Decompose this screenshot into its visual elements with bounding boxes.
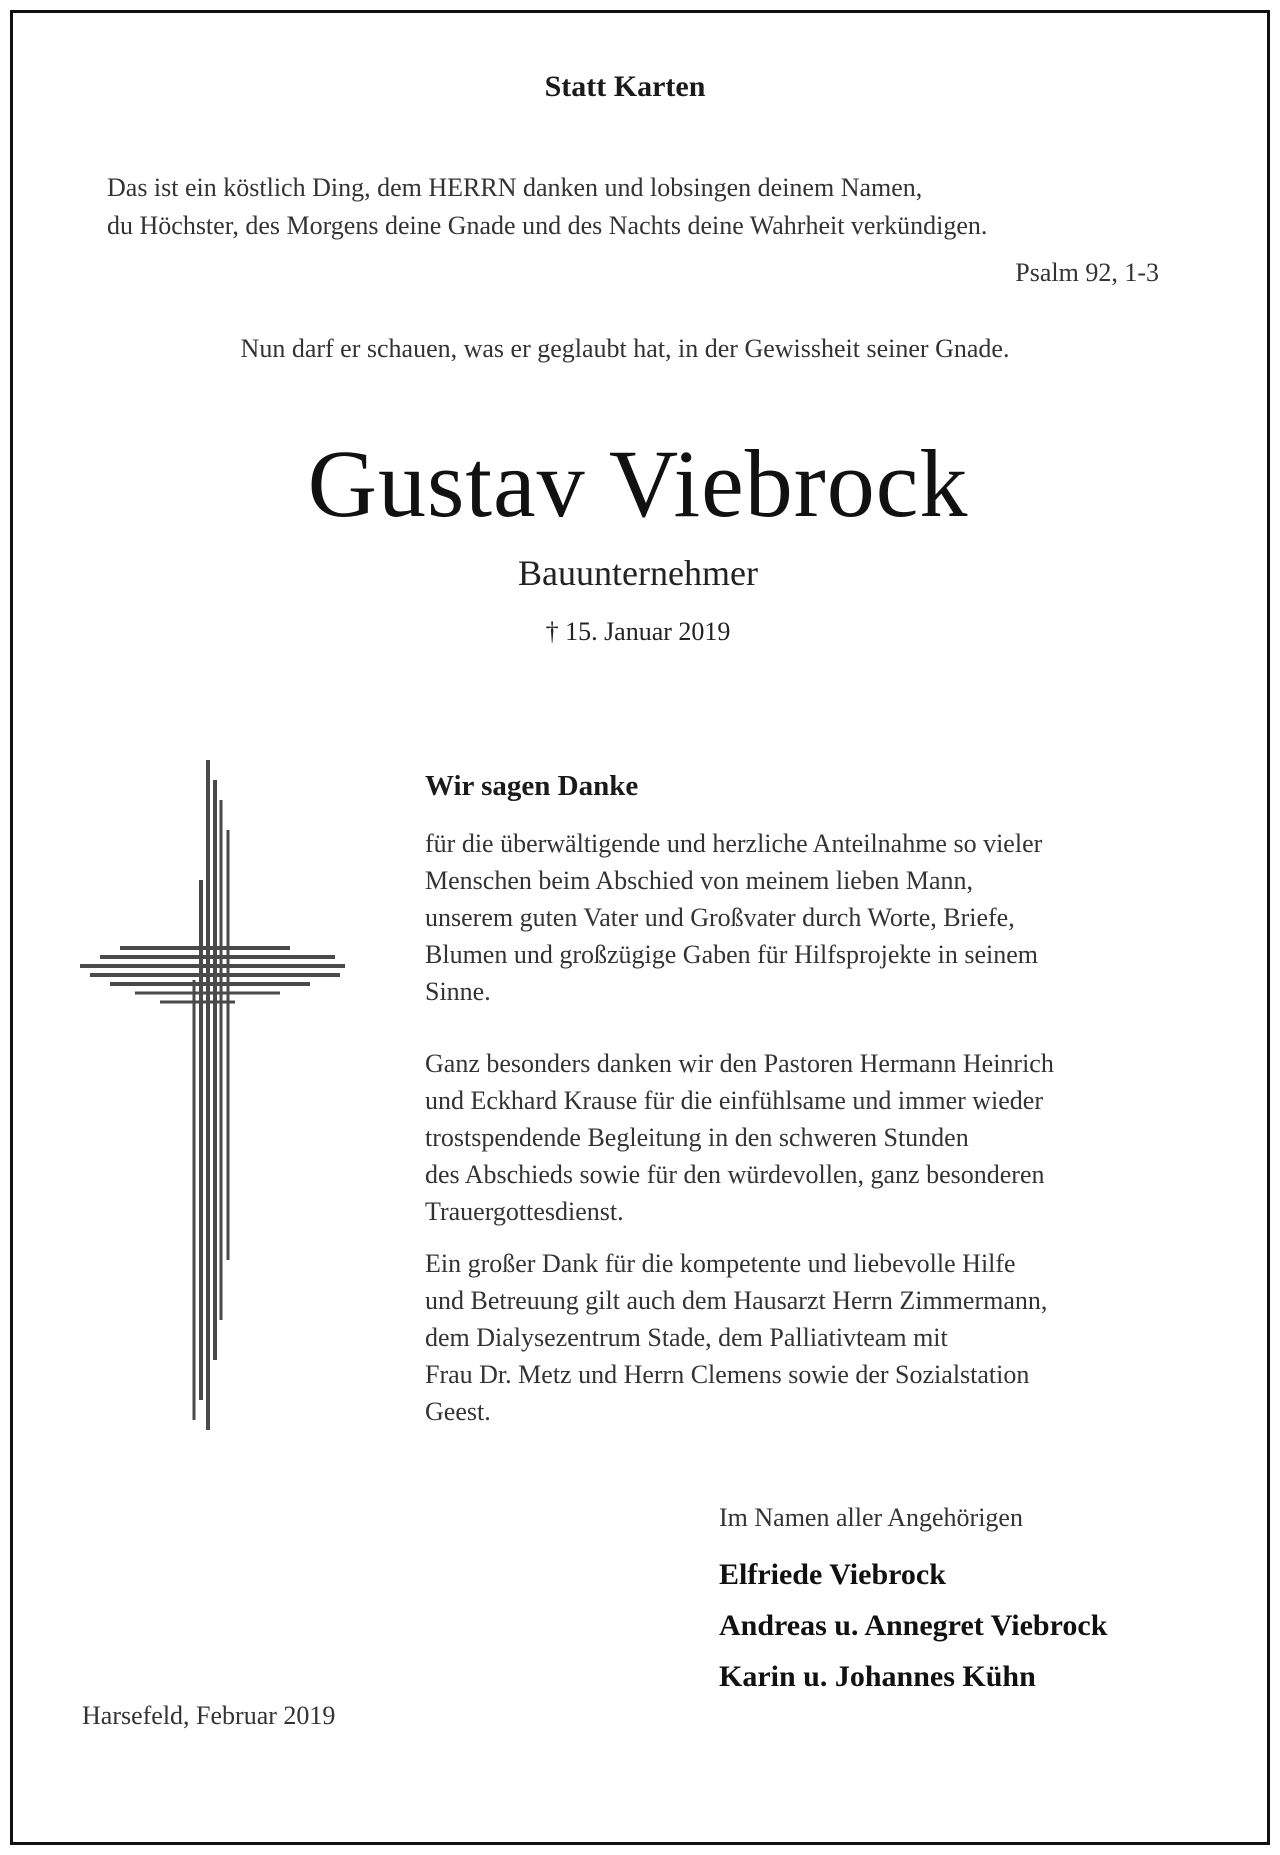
deceased-name: Gustav Viebrock (307, 430, 969, 537)
signature-name: Karin u. Johannes Kühn (719, 1660, 1036, 1693)
thanks-paragraph-2 (425, 1045, 1054, 1230)
signature-name: Andreas u. Annegret Viebrock (719, 1609, 1108, 1642)
signature-name: Elfriede Viebrock (719, 1558, 946, 1591)
thanks-p2-line: und Eckhard Krause für die einfühlsame und immer wieder (425, 1086, 1044, 1115)
verse-line-1: Das ist ein köstlich Ding, dem HERRN danken und lobsingen deinem Namen, (107, 173, 923, 202)
thanks-heading: Wir sagen Danke (425, 770, 639, 802)
thanks-p2-line: Trauergottesdienst. (425, 1197, 624, 1226)
thanks-p2-line: Ganz besonders danken wir den Pastoren Hermann Heinrich (425, 1049, 1054, 1078)
thanks-p1-line: Menschen beim Abschied von meinem lieben Mann, (425, 866, 974, 895)
thanks-p2-line: des Abschieds sowie für den würdevollen, ganz besonderen (425, 1160, 1045, 1189)
faith-line: Nun darf er schauen, was er geglaubt hat, in der Gewissheit seiner Gnade. (240, 334, 1010, 363)
verse-line-2: du Höchster, des Morgens deine Gnade und des Nachts deine Wahrheit verkündigen. (107, 211, 988, 240)
statt-karten-heading: Statt Karten (544, 70, 706, 103)
thanks-p1-line: Sinne. (425, 977, 491, 1006)
thanks-paragraph-3 (425, 1245, 1047, 1430)
thanks-p1-line: unserem guten Vater und Großvater durch Worte, Briefe, (425, 903, 1015, 932)
verse-reference: Psalm 92, 1-3 (1015, 258, 1159, 287)
signature-intro: Im Namen aller Angehörigen (719, 1503, 1023, 1532)
thanks-p1-line: für die überwältigende und herzliche Anteilnahme so vieler (425, 829, 1043, 858)
cross-icon (75, 760, 355, 1430)
thanks-p3-line: dem Dialysezentrum Stade, dem Palliativteam mit (425, 1323, 948, 1352)
thanks-p2-line: trostspendende Begleitung in den schweren Stunden (425, 1123, 969, 1152)
thanks-p3-line: Geest. (425, 1397, 491, 1426)
thanks-p1-line: Blumen und großzügige Gaben für Hilfsprojekte in seinem (425, 940, 1039, 969)
place-date: Harsefeld, Februar 2019 (82, 1701, 336, 1730)
thanks-paragraph-1 (425, 825, 1042, 1010)
deceased-profession: Bauunternehmer (518, 553, 758, 593)
thanks-p3-line: Frau Dr. Metz und Herrn Clemens sowie der Sozialstation (425, 1360, 1030, 1389)
death-date: † 15. Januar 2019 (545, 617, 731, 646)
thanks-p3-line: und Betreuung gilt auch dem Hausarzt Herrn Zimmermann, (425, 1286, 1048, 1315)
thanks-p3-line: Ein großer Dank für die kompetente und liebevolle Hilfe (425, 1249, 1016, 1278)
